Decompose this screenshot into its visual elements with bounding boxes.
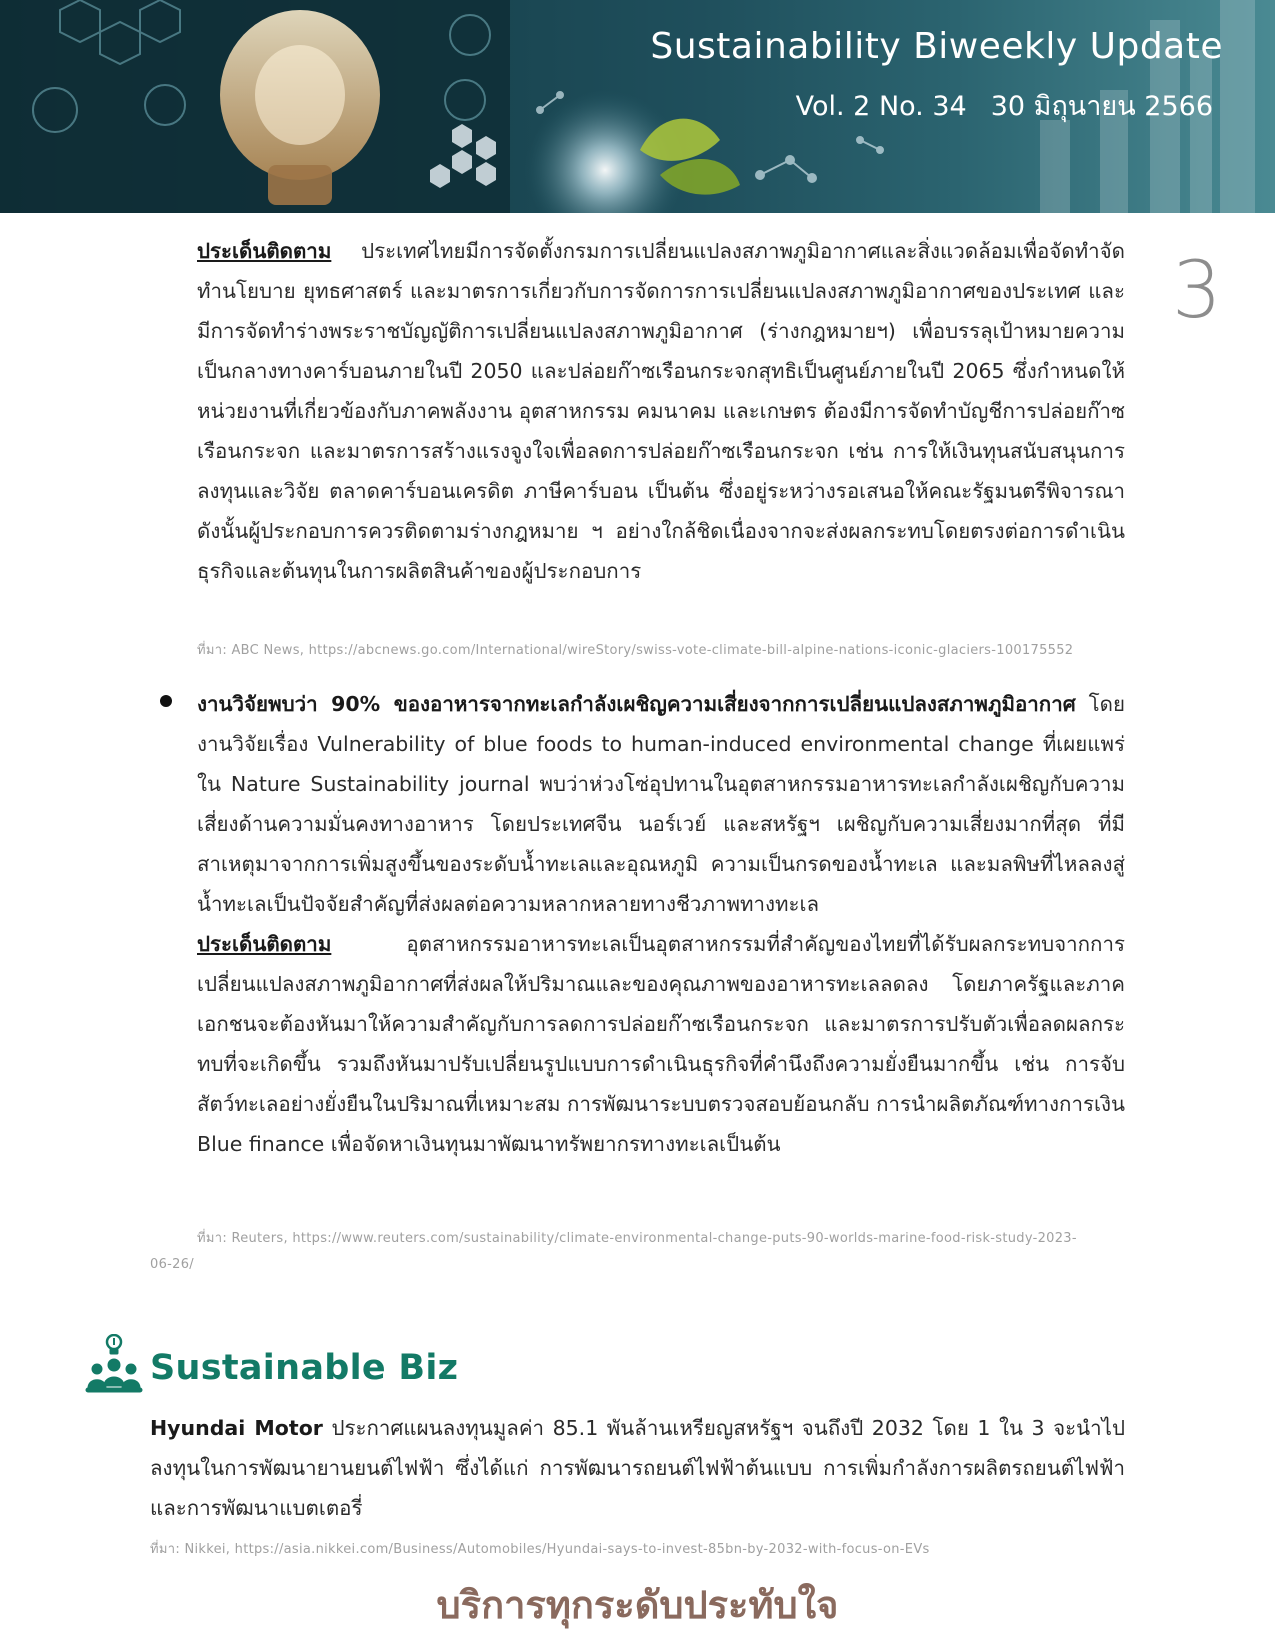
follow-up-text: ประเทศไทยมีการจัดตั้งกรมการเปลี่ยนแปลงสภาพภูมิอากาศและสิ่งแวดล้อมเพื่อจัดทำจัดทำนโยบาย ยุทธศาสตร์ และมาตรการเกี่ยวกับการจัดการการเปลี่ยนแปลงสภาพภูมิอากาศของประเทศ และมีการจัดทำร่างพระราชบัญญัติการเปลี่ยนแปลงสภาพภูมิอากาศ (ร่างกฎหมายฯ) เพื่อบรรลุเป้าหมายความเป็นกลางทางคาร์บอนภายในปี 2050 และปล่อยก๊าซเรือนกระจกสุทธิเป็นศูนย์ภายในปี 2065 ซึ่งกำหนดให้หน่วยงานที่เกี่ยวข้องกับภาคพลังงาน อุตสาหกรรม คมนาคม และเกษตร ต้องมีการจัดทำบัญชีการปล่อยก๊าซเรือนกระจก และมาตรการสร้างแรงจูงใจเพื่อลดการปล่อยก๊าซเรือนกระจก เช่น การให้เงินทุนสนับสนุนการลงทุนและวิจัย ตลาดคาร์บอนเครดิต ภาษีคาร์บอน เป็นต้น ซึ่งอยู่ระหว่างรอเสนอให้คณะรัฐมนตรีพิจารณา ดังนั้นผู้ประกอบการควรติดตามร่างกฎหมาย ฯ อย่างใกล้ชิดเนื่องจากจะส่งผลกระทบโดยตรงต่อการดำเนินธุรกิจและต้นทุนในการผลิตสินค้าของผู้ประกอบการ [197, 239, 1125, 583]
biz-news-text: ประกาศแผนลงทุนมูลค่า 85.1 พันล้านเหรียญสหรัฐฯ จนถึงปี 2032 โดย 1 ใน 3 จะนำไปลงทุนในการพัฒนายานยนต์ไฟฟ้า ซึ่งได้แก่ การพัฒนารถยนต์ไฟฟ้าต้นแบบ การเพิ่มกำลังการผลิตรถยนต์ไฟฟ้า และการพัฒนาแบตเตอรี่ [150, 1416, 1125, 1520]
follow-up-paragraph-1 [197, 231, 1125, 591]
news-heading: งานวิจัยพบว่า 90% ของอาหารจากทะเลกำลังเผชิญความเสี่ยงจากการเปลี่ยนแปลงสภาพภูมิอากาศ [197, 692, 1076, 716]
footer-slogan: บริการทุกระดับประทับใจ [436, 1583, 839, 1627]
source-note: ที่มา: Nikkei, https://asia.nikkei.com/Business/Automobiles/Hyundai-says-to-invest-85bn-by-2032-with-focus-on-EVs [150, 1542, 930, 1557]
volume-number: Vol. 2 No. 34 [795, 91, 967, 122]
news-item-blue-foods [197, 684, 1125, 1164]
follow-up-label: ประเด็นติดตาม [197, 239, 332, 263]
company-name: Hyundai Motor [150, 1416, 323, 1440]
source-note: ที่มา: Reuters, https://www.reuters.com/sustainability/climate-environmental-change-puts-90-worlds-marine-food-risk-study-2023- [197, 1231, 1077, 1246]
follow-up-text: อุตสาหกรรมอาหารทะเลเป็นอุตสาหกรรมที่สำคัญของไทยที่ได้รับผลกระทบจากการเปลี่ยนแปลงสภาพภูมิอากาศที่ส่งผลให้ปริมาณและของคุณภาพของอาหารทะเลลดลง โดยภาครัฐและภาคเอกชนจะต้องหันมาให้ความสำคัญกับการลดการปล่อยก๊าซเรือนกระจก และมาตรการปรับตัวเพื่อลดผลกระทบที่จะเกิดขึ้น รวมถึงหันมาปรับเปลี่ยนรูปแบบการดำเนินธุรกิจที่คำนึงถึงความยั่งยืนมากขึ้น เช่น การจับสัตว์ทะเลอย่างยั่งยืนในปริมาณที่เหมาะสม การพัฒนาระบบตรวจสอบย้อนกลับ การนำผลิตภัณฑ์ทางการเงิน Blue finance เพื่อจัดหาเงินทุนมาพัฒนาทรัพยากรทางทะเลเป็นต้น [197, 932, 1125, 1156]
bullet-icon [160, 695, 172, 707]
issue-date: 30 มิถุนายน 2566 [990, 91, 1213, 122]
biz-news-hyundai [150, 1408, 1125, 1528]
follow-up-label: ประเด็นติดตาม [197, 932, 332, 956]
source-note-continued: 06-26/ [150, 1257, 194, 1272]
issue-info [772, 84, 1213, 127]
newsletter-title: Sustainability Biweekly Update [650, 26, 1223, 67]
news-text: โดยงานวิจัยเรื่อง Vulnerability of blue foods to human-induced environmental change ที่เผยแพร่ใน Nature Sustainability journal พบว่าห่วงโซ่อุปทานในอุตสาหกรรมอาหารทะเลกำลังเผชิญกับความเสี่ยงด้านความมั่นคงทางอาหาร โดยประเทศจีน นอร์เวย์ และสหรัฐฯ เผชิญกับความเสี่ยงมากที่สุด ที่มีสาเหตุมาจากการเพิ่มสูงขึ้นของระดับน้ำทะเลและอุณหภูมิ ความเป็นกรดของน้ำทะเล และมลพิษที่ไหลลงสู่น้ำทะเลเป็นปัจจัยสำคัญที่ส่งผลต่อความหลากหลายทางชีวภาพทางทะเล [197, 692, 1125, 916]
section-title-sustainable-biz: Sustainable Biz [150, 1348, 459, 1388]
header-banner [0, 0, 1275, 213]
source-note: ที่มา: ABC News, https://abcnews.go.com/International/wireStory/swiss-vote-climate-bill-alpine-nations-iconic-glaciers-100175552 [197, 643, 1074, 658]
people-lightbulb-icon [84, 1334, 144, 1400]
page-number: 3 [1172, 246, 1222, 336]
